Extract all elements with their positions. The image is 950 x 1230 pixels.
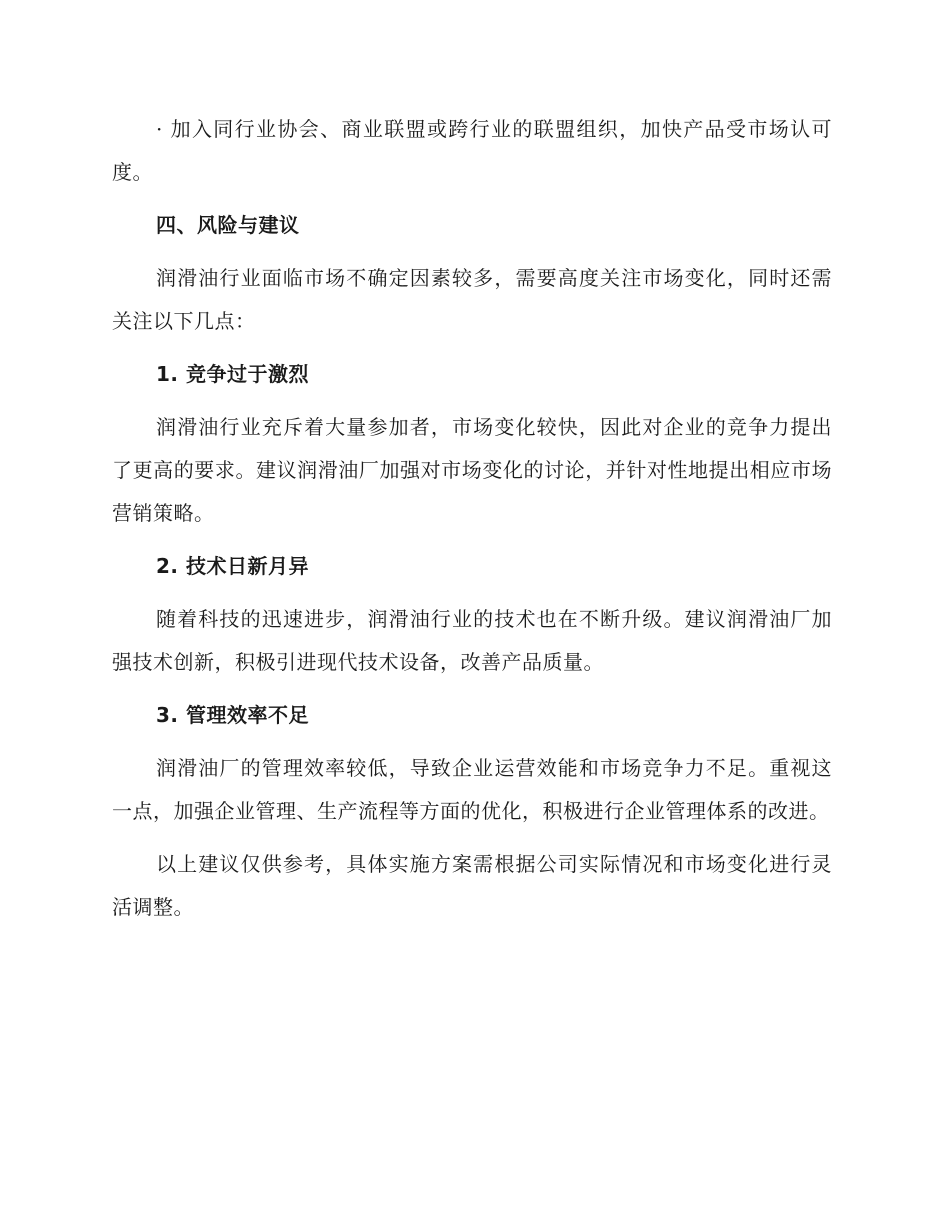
document-page	[112, 108, 832, 939]
subheading-management: 3. 管理效率不足	[156, 703, 309, 727]
technology-paragraph: 随着科技的迅速进步，润滑油行业的技术也在不断升级。建议润滑油厂加强技术创新，积极引进现代技术设备，改善产品质量。	[112, 607, 832, 674]
competition-paragraph: 润滑油行业充斥着大量参加者，市场变化较快，因此对企业的竞争力提出了更高的要求。建议润滑油厂加强对市场变化的讨论，并针对性地提出相应市场营销策略。	[112, 415, 832, 525]
management-paragraph: 润滑油厂的管理效率较低，导致企业运营效能和市场竞争力不足。重视这一点，加强企业管理、生产流程等方面的优化，积极进行企业管理体系的改进。	[112, 756, 832, 823]
subheading-technology: 2. 技术日新月异	[156, 554, 309, 578]
subheading-competition: 1. 竞争过于激烈	[156, 362, 309, 386]
section-heading-risks: 四、风险与建议	[156, 213, 300, 237]
bullet-join-alliance: · 加入同行业协会、商业联盟或跨行业的联盟组织，加快产品受市场认可度。	[112, 117, 832, 184]
intro-paragraph: 润滑油行业面临市场不确定因素较多，需要高度关注市场变化，同时还需关注以下几点：	[112, 266, 832, 333]
closing-paragraph: 以上建议仅供参考，具体实施方案需根据公司实际情况和市场变化进行灵活调整。	[112, 852, 832, 919]
